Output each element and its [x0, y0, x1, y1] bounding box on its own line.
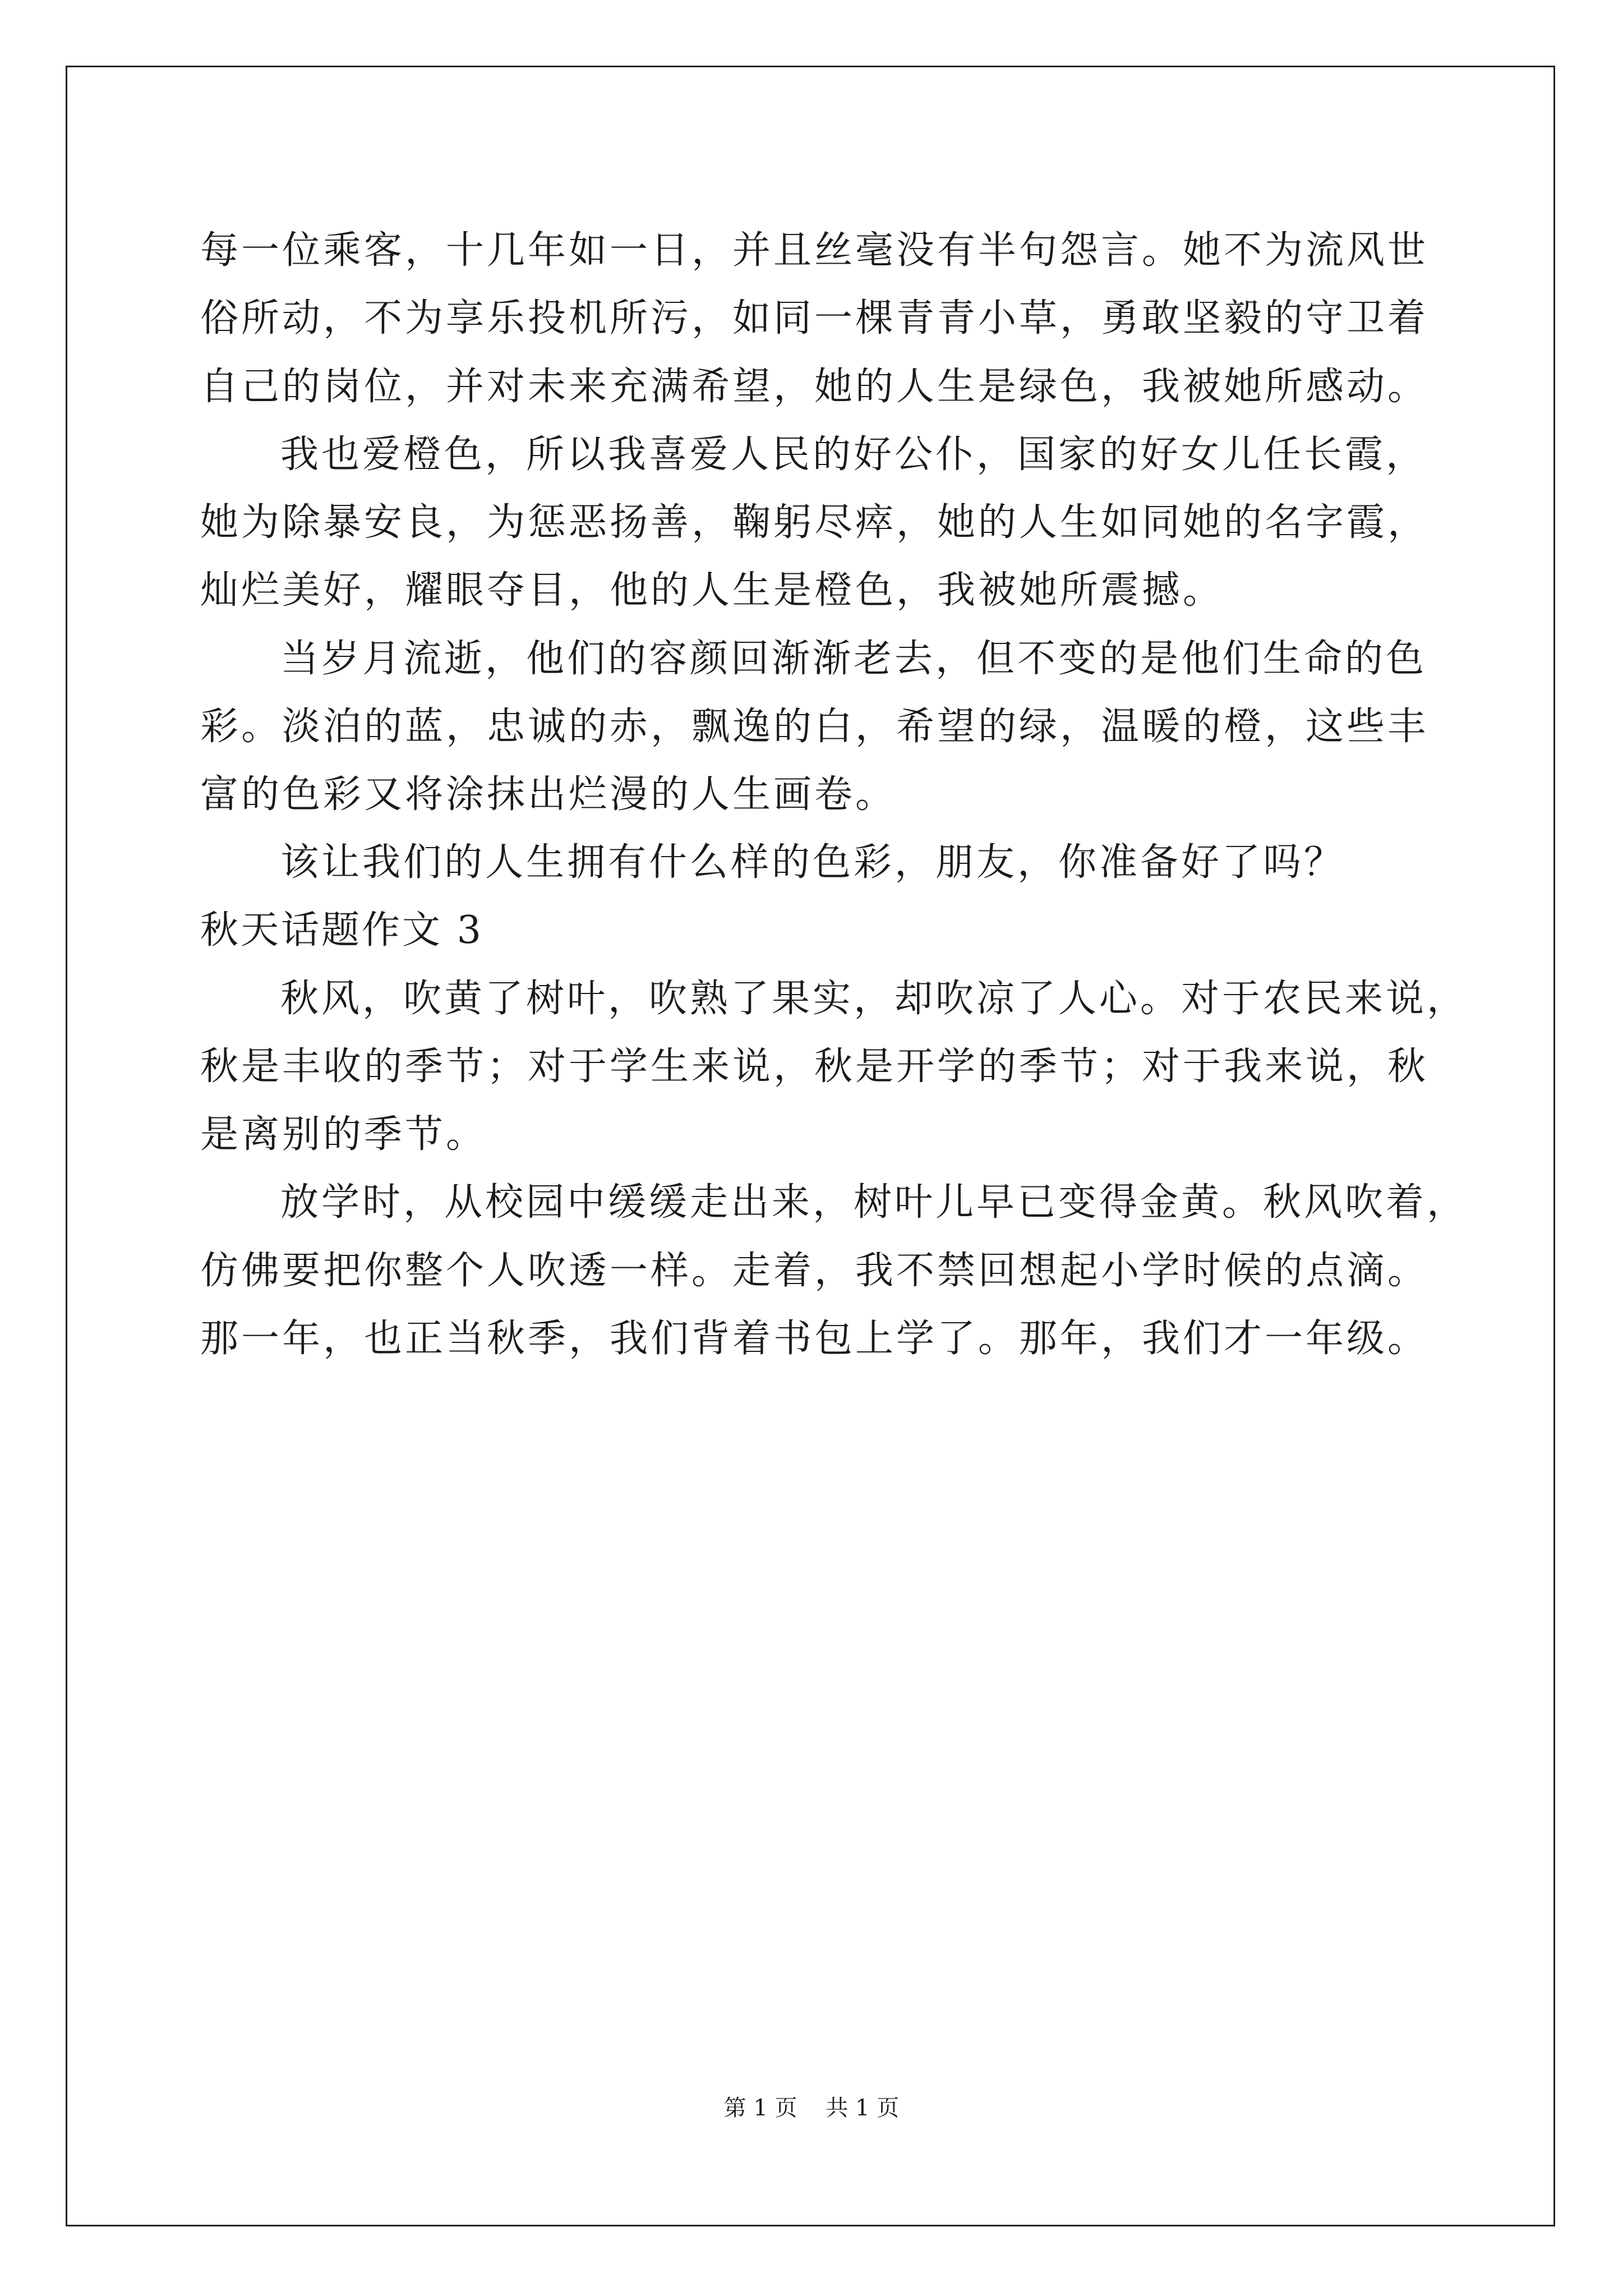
- text-line: 放学时，从校园中缓缓走出来，树叶儿早已变得金黄。秋风吹着，: [280, 1180, 1468, 1225]
- text-line: 每一位乘客，十几年如一日，并且丝毫没有半句怨言。她不为流风世: [200, 228, 1429, 273]
- text-line: 当岁月流逝，他们的容颜回渐渐老去，但不变的是他们生命的色: [280, 637, 1427, 681]
- section-heading: 秋天话题作文 3: [200, 908, 483, 953]
- text-line: 那一年，也正当秋季，我们背着书包上学了。那年，我们才一年级。: [200, 1317, 1429, 1361]
- text-line: 自己的岗位，并对未来充满希望，她的人生是绿色，我被她所感动。: [200, 365, 1429, 409]
- text-line: 俗所动，不为享乐投机所污，如同一棵青青小草，勇敢坚毅的守卫着: [200, 296, 1429, 341]
- text-line: 是离别的季节。: [200, 1112, 487, 1157]
- page-footer: [0, 2092, 1623, 2124]
- text-line: 她为除暴安良，为惩恶扬善，鞠躬尽瘁，她的人生如同她的名字霞，: [200, 500, 1429, 545]
- page-total: 共 1 页: [826, 2095, 900, 2121]
- text-line: 灿烂美好，耀眼夺目，他的人生是橙色，我被她所震撼。: [200, 568, 1224, 613]
- text-line: 秋风，吹黄了树叶，吹熟了果实，却吹凉了人心。对于农民来说，: [280, 977, 1468, 1021]
- text-line: 富的色彩又将涂抹出烂漫的人生画卷。: [200, 772, 897, 817]
- text-line: 秋是丰收的季节；对于学生来说，秋是开学的季节；对于我来说，秋: [200, 1045, 1429, 1089]
- text-line: 我也爱橙色，所以我喜爱人民的好公仆，国家的好女儿任长霞，: [280, 432, 1427, 477]
- text-line: 彩。淡泊的蓝，忠诚的赤，飘逸的白，希望的绿，温暖的橙，这些丰: [200, 705, 1429, 749]
- page-number: 第 1 页: [723, 2095, 797, 2121]
- text-line: 该让我们的人生拥有什么样的色彩，朋友，你准备好了吗？: [280, 840, 1345, 885]
- text-line: 仿佛要把你整个人吹透一样。走着，我不禁回想起小学时候的点滴。: [200, 1249, 1429, 1293]
